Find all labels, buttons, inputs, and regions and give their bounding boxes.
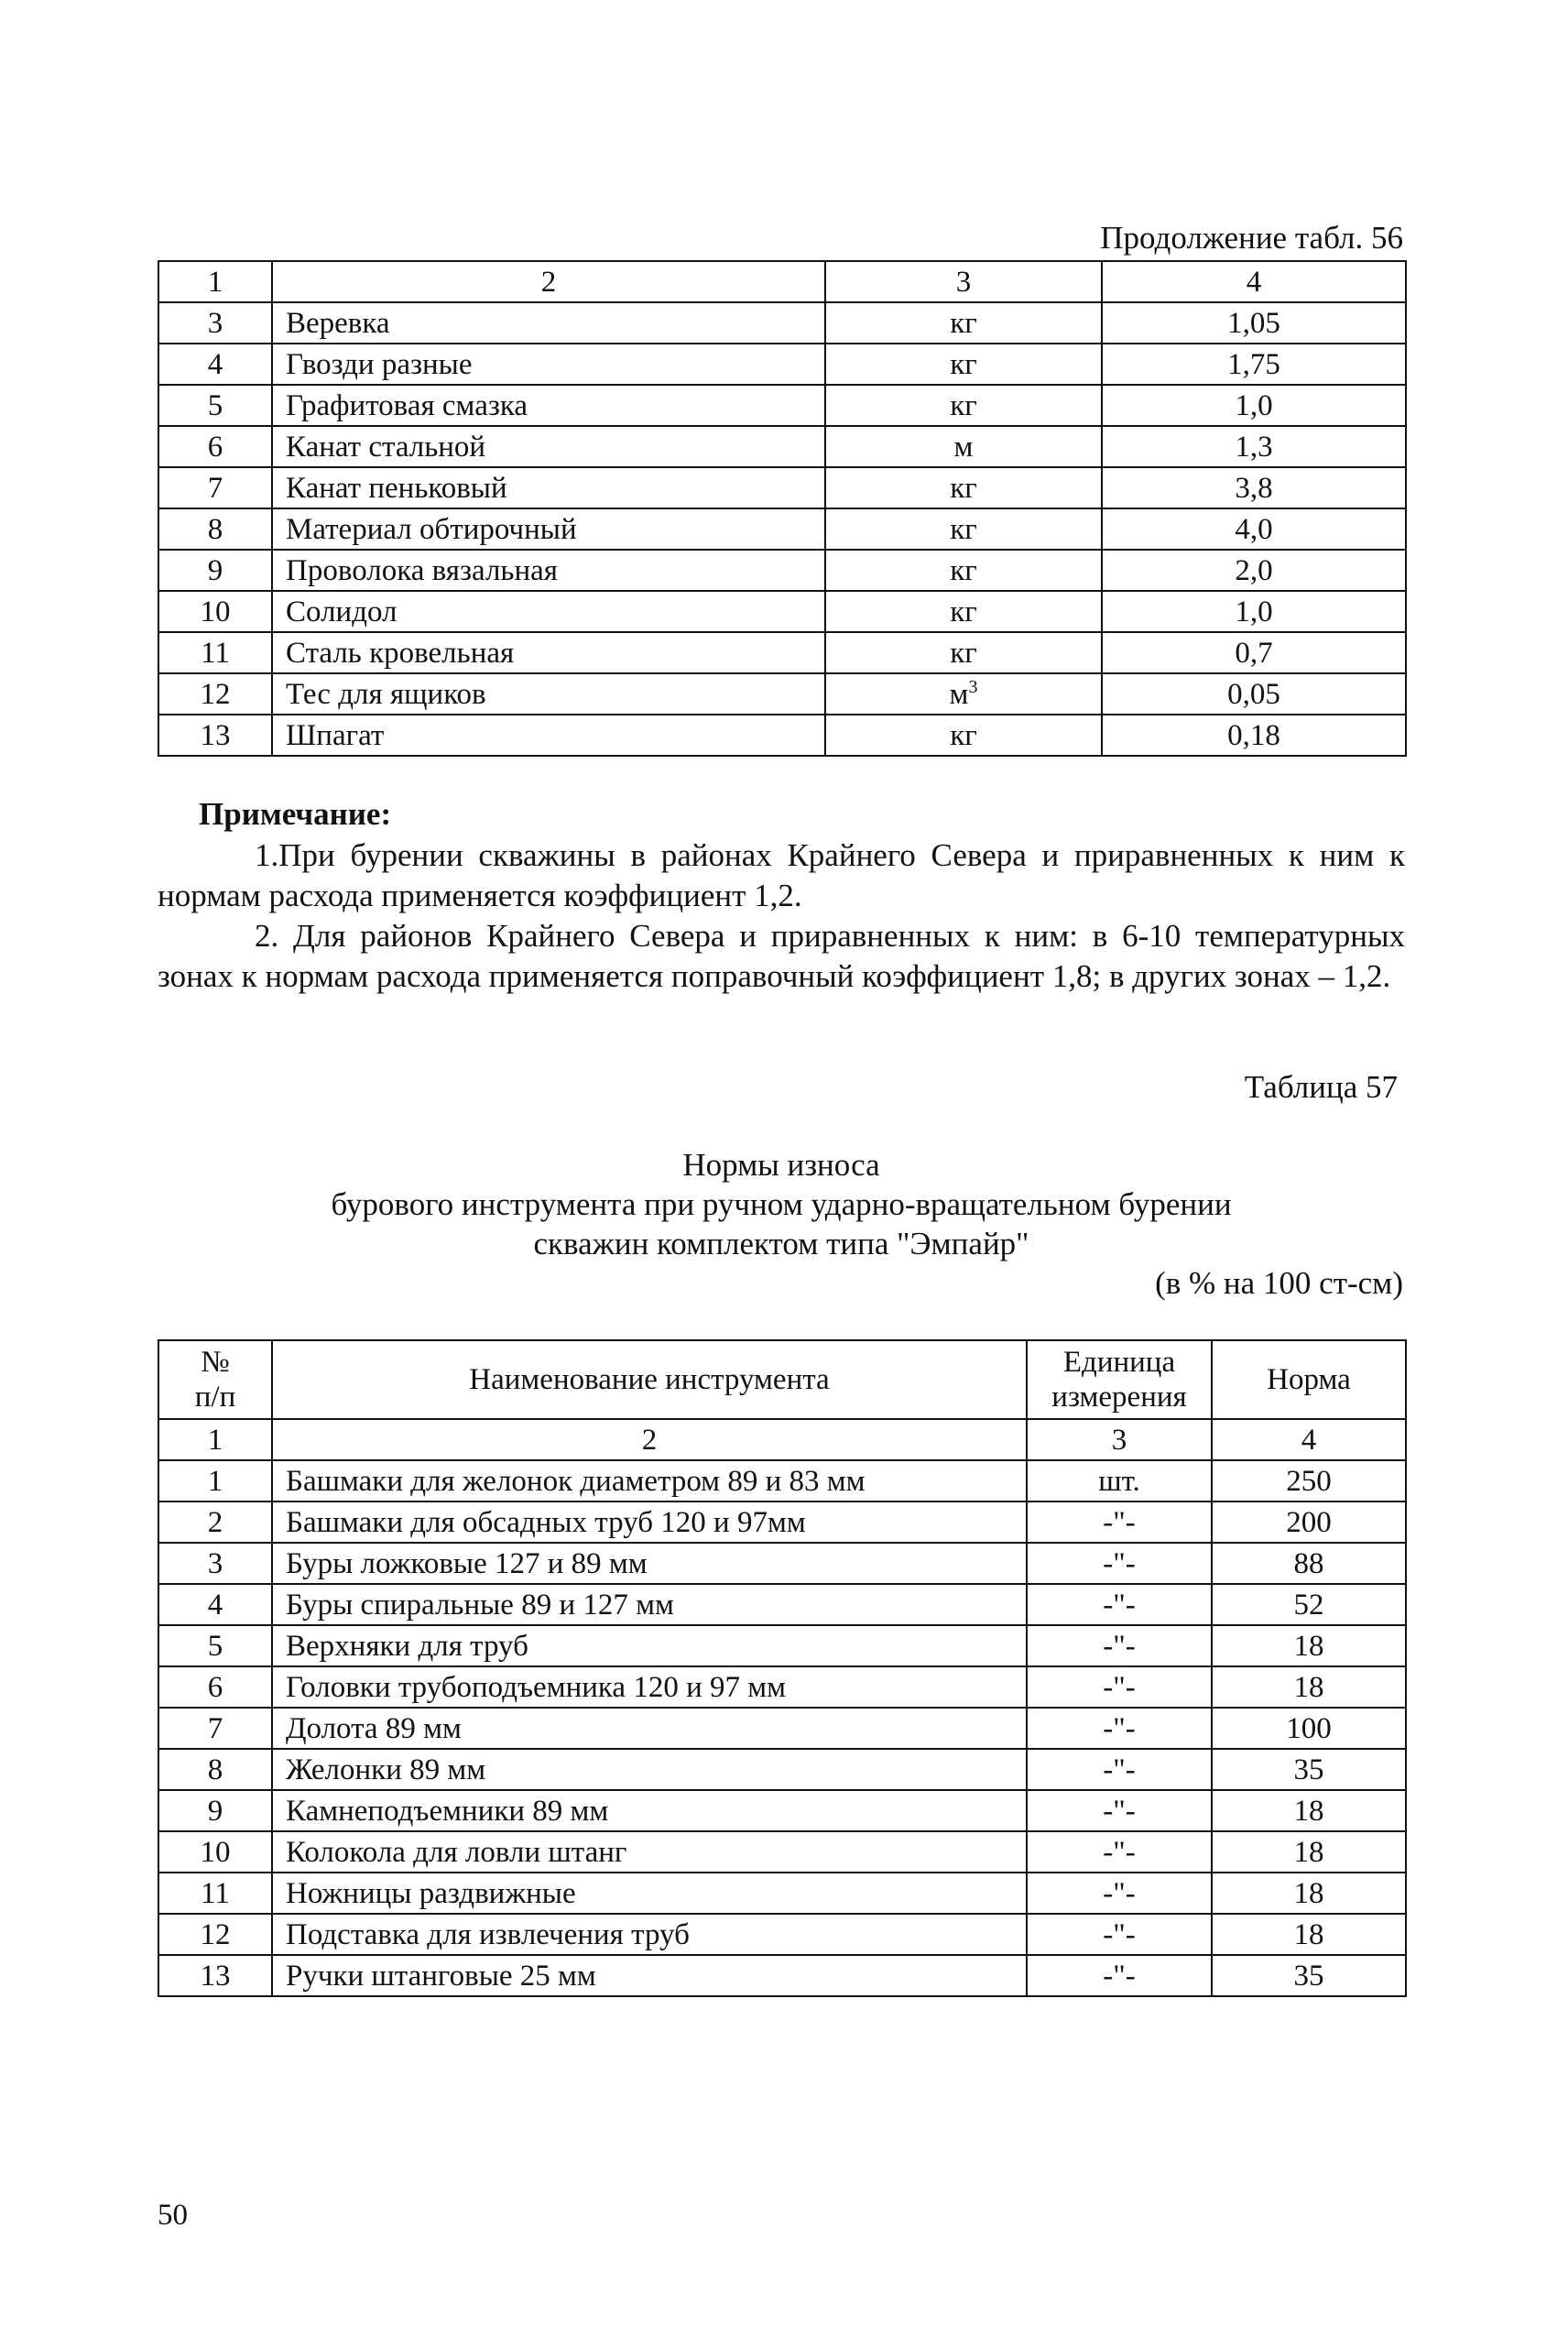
column-header-unit-line-1: Единица [1062,1346,1176,1379]
material-name: Канат стальной [272,426,825,467]
unit-cell [825,715,1102,756]
unit-text: кг [950,347,977,381]
table57-title-line-2: бурового инструмента при ручном ударно-вращательном бурении [331,1186,1232,1222]
note-item-1: 1.При бурении скважины в районах Крайнего Севера и приравненных к ним к нормам расхода применяется коэффициент 1,2. [158,837,1405,913]
wear-norm: 18 [1212,1873,1406,1914]
wear-norm: 52 [1212,1584,1406,1625]
tool-name: Башмаки для обсадных труб 120 и 97мм [272,1502,1027,1543]
row-number: 10 [158,1831,272,1873]
tool-name: Головки трубоподъемника 120 и 97 мм [272,1666,1027,1708]
tool-name: Колокола для ловли штанг [272,1831,1027,1873]
material-name: Гвозди разные [272,344,825,385]
unit-cell [825,591,1102,632]
wear-norm: 18 [1212,1625,1406,1666]
unit-text: кг [950,553,977,587]
column-header-number-line-2: п/п [194,1381,236,1414]
row-number: 5 [158,385,272,426]
table-row [158,508,1406,550]
consumption-value: 1,05 [1102,302,1406,344]
row-number: 12 [158,673,272,715]
column-index-2: 2 [272,261,825,302]
consumption-value: 1,0 [1102,385,1406,426]
tool-name: Подставка для извлечения труб [272,1914,1027,1955]
unit-of-measure: -"- [1027,1914,1212,1955]
row-number: 1 [158,1460,272,1502]
row-number: 8 [158,508,272,550]
row-number: 9 [158,1790,272,1831]
row-number: 13 [158,715,272,756]
row-number: 2 [158,1502,272,1543]
tool-name: Камнеподъемники 89 мм [272,1790,1027,1831]
wear-norm: 88 [1212,1543,1406,1584]
material-name: Тес для ящиков [272,673,825,715]
unit-cell [825,508,1102,550]
row-number: 7 [158,1708,272,1749]
consumption-value: 3,8 [1102,467,1406,508]
material-name: Шпагат [272,715,825,756]
table-row [158,467,1406,508]
row-number: 6 [158,426,272,467]
consumption-value: 1,3 [1102,426,1406,467]
unit-text: м [949,677,969,711]
row-number: 11 [158,632,272,673]
table57-unit-note: (в % на 100 ст-см) [1155,1265,1403,1301]
row-number: 4 [158,1584,272,1625]
material-name: Проволока вязальная [272,550,825,591]
tool-name: Желонки 89 мм [272,1749,1027,1790]
table-row [158,1749,1406,1790]
row-number: 12 [158,1914,272,1955]
unit-of-measure: -"- [1027,1708,1212,1749]
column-index-4: 4 [1212,1419,1406,1460]
table-row [158,426,1406,467]
column-header-unit [1027,1340,1212,1419]
table-row [158,673,1406,715]
row-number: 10 [158,591,272,632]
page-number: 50 [158,2199,188,2232]
wear-norm: 250 [1212,1460,1406,1502]
unit-text: кг [950,636,977,670]
table-56-body [158,261,1406,756]
table-57-body [158,1419,1406,1996]
row-number: 6 [158,1666,272,1708]
row-number: 3 [158,1543,272,1584]
tool-name: Долота 89 мм [272,1708,1027,1749]
consumption-value: 1,0 [1102,591,1406,632]
unit-of-measure: -"- [1027,1625,1212,1666]
tool-name: Буры ложковые 127 и 89 мм [272,1543,1027,1584]
row-number: 7 [158,467,272,508]
material-name: Графитовая смазка [272,385,825,426]
table-row [158,344,1406,385]
unit-cell [825,632,1102,673]
unit-cell [825,302,1102,344]
table57-title [158,1145,1405,1263]
table-index-row [158,1419,1406,1460]
consumption-value: 2,0 [1102,550,1406,591]
table57-title-line-1: Нормы износа [682,1147,880,1183]
unit-of-measure: -"- [1027,1584,1212,1625]
unit-text: кг [950,512,977,546]
table-row [158,550,1406,591]
table56-continuation-label: Продолжение табл. 56 [1100,220,1403,256]
unit-cell [825,467,1102,508]
unit-of-measure: -"- [1027,1955,1212,1996]
row-number: 4 [158,344,272,385]
material-name: Сталь кровельная [272,632,825,673]
wear-norm: 100 [1212,1708,1406,1749]
wear-norm: 200 [1212,1502,1406,1543]
row-number: 3 [158,302,272,344]
column-header-unit-line-2: измерения [1051,1381,1187,1414]
column-index-1: 1 [158,261,272,302]
column-header-number-line-1: № [201,1346,230,1379]
table-row [158,385,1406,426]
wear-norm: 35 [1212,1749,1406,1790]
unit-superscript: 3 [968,676,978,697]
unit-of-measure: -"- [1027,1831,1212,1873]
column-index-3: 3 [1027,1419,1212,1460]
table-header-row [158,1340,1406,1419]
unit-cell [825,385,1102,426]
unit-text: кг [950,471,977,505]
tool-name: Буры спиральные 89 и 127 мм [272,1584,1027,1625]
wear-norm: 35 [1212,1955,1406,1996]
column-header-norm: Норма [1212,1340,1406,1419]
table-row [158,302,1406,344]
table-header-row [158,261,1406,302]
wear-norm: 18 [1212,1790,1406,1831]
unit-of-measure: -"- [1027,1502,1212,1543]
unit-of-measure: шт. [1027,1460,1212,1502]
unit-cell [825,550,1102,591]
row-number: 5 [158,1625,272,1666]
wear-norm: 18 [1212,1831,1406,1873]
unit-of-measure: -"- [1027,1749,1212,1790]
column-index-4: 4 [1102,261,1406,302]
wear-norm: 18 [1212,1914,1406,1955]
table-57 [158,1339,1407,1997]
table-row [158,1502,1406,1543]
column-index-3: 3 [825,261,1102,302]
note-item-2: 2. Для районов Крайнего Севера и приравненных к ним: в 6-10 температурных зонах к нормам расхода применяется поправочный коэффициент 1,8; в других зонах – 1,2. [158,918,1405,994]
wear-norm: 18 [1212,1666,1406,1708]
unit-of-measure: -"- [1027,1873,1212,1914]
material-name: Солидол [272,591,825,632]
unit-text: кг [950,388,977,422]
table-row [158,1914,1406,1955]
consumption-value: 0,18 [1102,715,1406,756]
unit-of-measure: -"- [1027,1790,1212,1831]
unit-cell [825,344,1102,385]
tool-name: Верхняки для труб [272,1625,1027,1666]
table-row [158,1955,1406,1996]
material-name: Канат пеньковый [272,467,825,508]
unit-of-measure: -"- [1027,1666,1212,1708]
unit-text: м [953,430,974,464]
unit-text: кг [950,718,977,752]
column-header-number [158,1340,272,1419]
material-name: Веревка [272,302,825,344]
consumption-value: 4,0 [1102,508,1406,550]
column-index-1: 1 [158,1419,272,1460]
table-row [158,1625,1406,1666]
unit-text: кг [950,595,977,628]
unit-cell [825,426,1102,467]
table-56 [158,260,1407,757]
row-number: 9 [158,550,272,591]
table-row [158,1831,1406,1873]
table-row [158,715,1406,756]
table-row [158,1460,1406,1502]
column-header-name: Наименование инструмента [272,1340,1027,1419]
table-row [158,1790,1406,1831]
tool-name: Ручки штанговые 25 мм [272,1955,1027,1996]
tool-name: Башмаки для желонок диаметром 89 и 83 мм [272,1460,1027,1502]
column-index-2: 2 [272,1419,1027,1460]
row-number: 8 [158,1749,272,1790]
consumption-value: 1,75 [1102,344,1406,385]
table57-number-label: Таблица 57 [1244,1069,1398,1105]
consumption-value: 0,7 [1102,632,1406,673]
table-row [158,1708,1406,1749]
consumption-value: 0,05 [1102,673,1406,715]
table-row [158,1543,1406,1584]
note-title: Примечание: [199,796,392,832]
table-row [158,1666,1406,1708]
table-row [158,632,1406,673]
unit-of-measure: -"- [1027,1543,1212,1584]
tool-name: Ножницы раздвижные [272,1873,1027,1914]
unit-cell [825,673,1102,715]
table-row [158,591,1406,632]
row-number: 13 [158,1955,272,1996]
table-row [158,1584,1406,1625]
table57-title-line-3: скважин комплектом типа "Эмпайр" [533,1226,1029,1261]
unit-text: кг [950,306,977,340]
table-row [158,1873,1406,1914]
row-number: 11 [158,1873,272,1914]
material-name: Материал обтирочный [272,508,825,550]
